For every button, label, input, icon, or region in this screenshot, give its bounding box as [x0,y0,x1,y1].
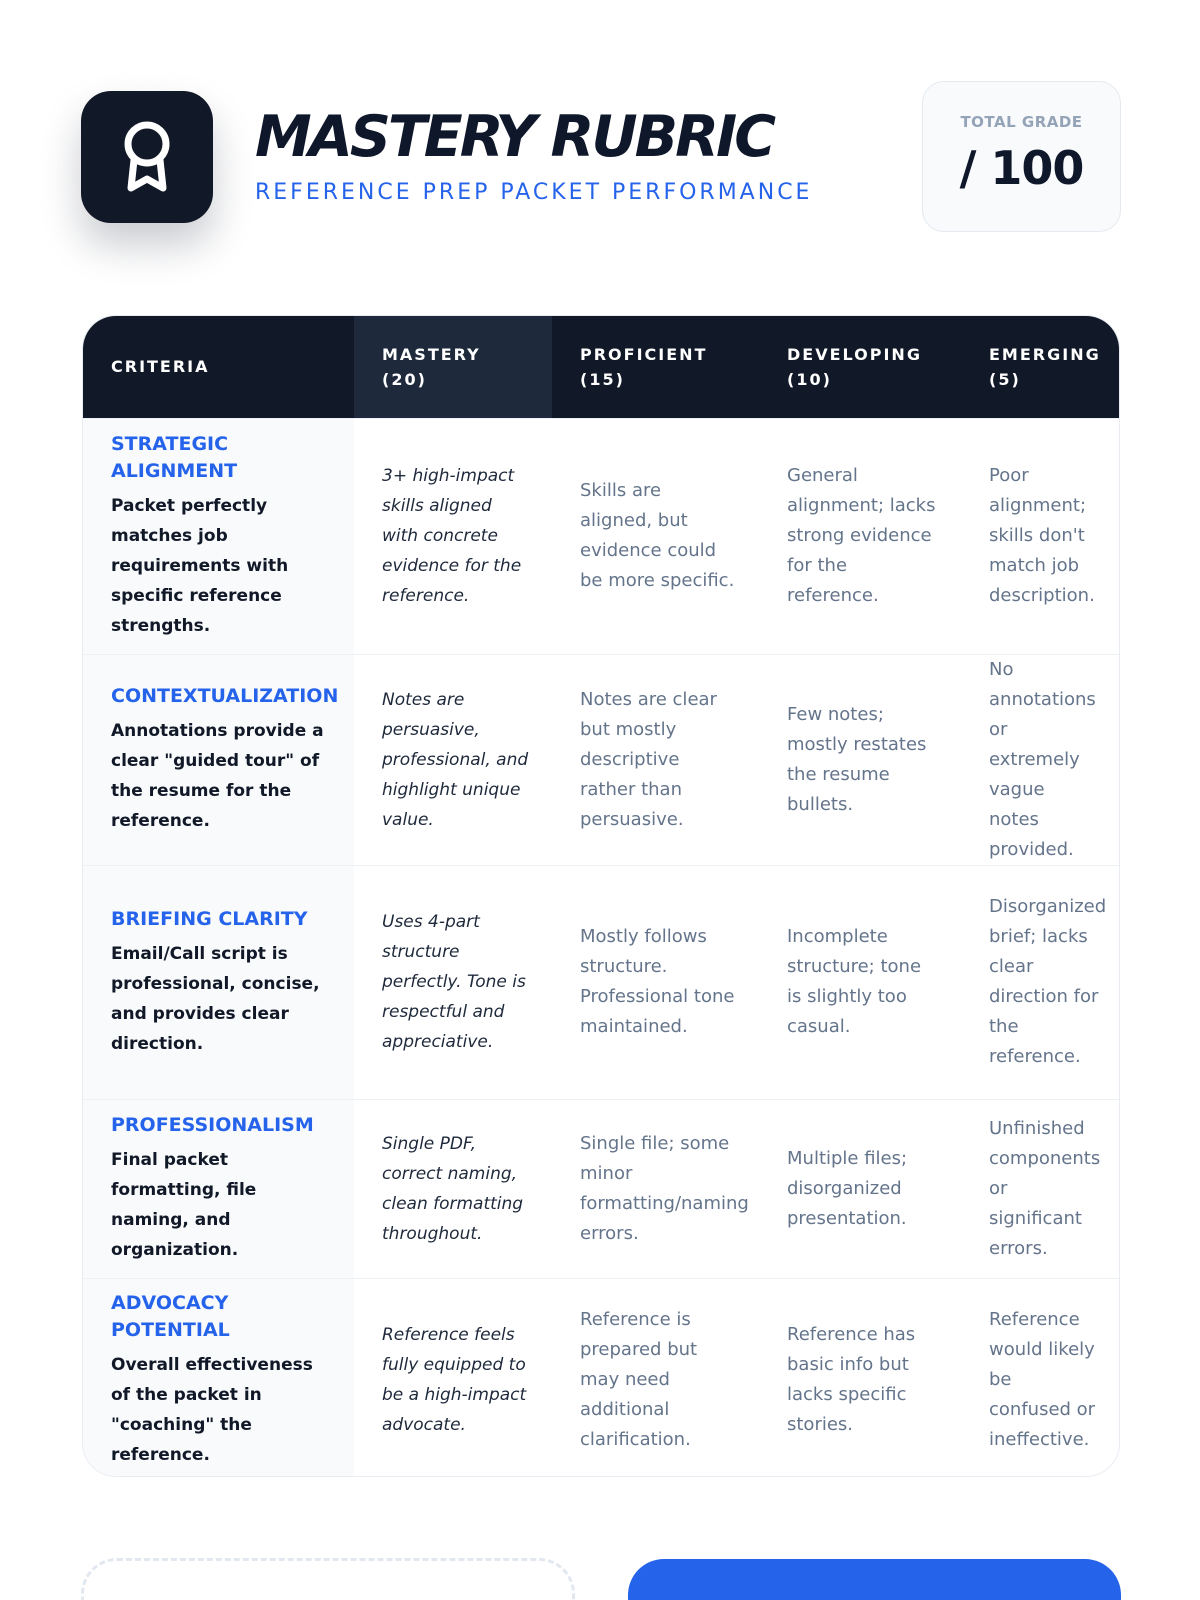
criteria-description: Email/Call script is professional, concise, and provides clear direction. [111,943,320,1054]
developing-cell: Incomplete structure; tone is slightly too casual. [759,865,961,1099]
total-grade-value: / 100 [959,141,1084,195]
criteria-name: CONTEXTUALIZATION [111,685,339,707]
proficient-cell: Reference is prepared but may need additional clarification. [552,1278,759,1477]
emerging-cell: Disorganized brief; lacks clear direction for the reference. [961,865,1120,1099]
emerging-cell: No annotations or extremely vague notes provided. [961,654,1120,865]
proficient-cell: Skills are aligned, but evidence could be more specific. [552,418,759,654]
developing-cell: Reference has basic info but lacks specific stories. [759,1278,961,1477]
mastery-cell: Uses 4-part structure perfectly. Tone is respectful and appreciative. [354,865,552,1099]
criteria-cell [83,418,354,654]
page-title: MASTERY RUBRIC [255,104,774,170]
criteria-cell [83,1099,354,1278]
table-row [83,654,1120,865]
header-criteria: CRITERIA [83,316,354,418]
criteria-cell [83,1278,354,1477]
mastery-cell: Reference feels fully equipped to be a high-impact advocate. [354,1278,552,1477]
proficient-cell: Single file; some minor formatting/naming errors. [552,1099,759,1278]
total-grade-box [922,81,1121,232]
table-row [83,865,1120,1099]
proficient-cell: Mostly follows structure. Professional tone maintained. [552,865,759,1099]
table-row [83,1099,1120,1278]
rubric-table [82,315,1120,1477]
emerging-cell: Unfinished components or significant errors. [961,1099,1120,1278]
score-summary-card [628,1559,1121,1600]
header-developing: DEVELOPING (10) [759,316,961,418]
criteria-description: Packet perfectly matches job requirements with specific reference strengths. [111,496,289,636]
criteria-cell [83,865,354,1099]
emerging-cell: Reference would likely be confused or ineffective. [961,1278,1120,1477]
mastery-cell: Notes are persuasive, professional, and highlight unique value. [354,654,552,865]
page-subtitle: REFERENCE PREP PACKET PERFORMANCE [255,180,813,205]
award-ribbon-icon [117,118,177,196]
emerging-cell: Poor alignment; skills don't match job description. [961,418,1120,654]
total-grade-label: TOTAL GRADE [960,113,1083,131]
criteria-name: ADVOCACY POTENTIAL [111,1292,230,1342]
header-emerging: EMERGING (5) [961,316,1120,418]
table-row [83,418,1120,654]
criteria-description: Final packet formatting, file naming, and organization. [111,1150,257,1260]
header-mastery: MASTERY (20) [354,316,552,418]
developing-cell: Multiple files; disorganized presentation. [759,1099,961,1278]
rubric-logo [81,91,213,223]
mastery-cell: Single PDF, correct naming, clean formatting throughout. [354,1099,552,1278]
criteria-name: PROFESSIONALISM [111,1114,314,1136]
developing-cell: Few notes; mostly restates the resume bullets. [759,654,961,865]
signature-box [81,1558,575,1600]
criteria-name: STRATEGIC ALIGNMENT [111,433,238,482]
criteria-description: Overall effectiveness of the packet in "coaching" the reference. [111,1355,313,1466]
criteria-cell [83,654,354,865]
table-row [83,1278,1120,1477]
proficient-cell: Notes are clear but mostly descriptive rather than persuasive. [552,654,759,865]
criteria-name: BRIEFING CLARITY [111,907,308,930]
header-proficient: PROFICIENT (15) [552,316,759,418]
table-header-row [83,316,1120,418]
criteria-description: Annotations provide a clear "guided tour" of the resume for the reference. [111,721,324,831]
mastery-cell: 3+ high-impact skills aligned with concrete evidence for the reference. [354,418,552,654]
developing-cell: General alignment; lacks strong evidence for the reference. [759,418,961,654]
